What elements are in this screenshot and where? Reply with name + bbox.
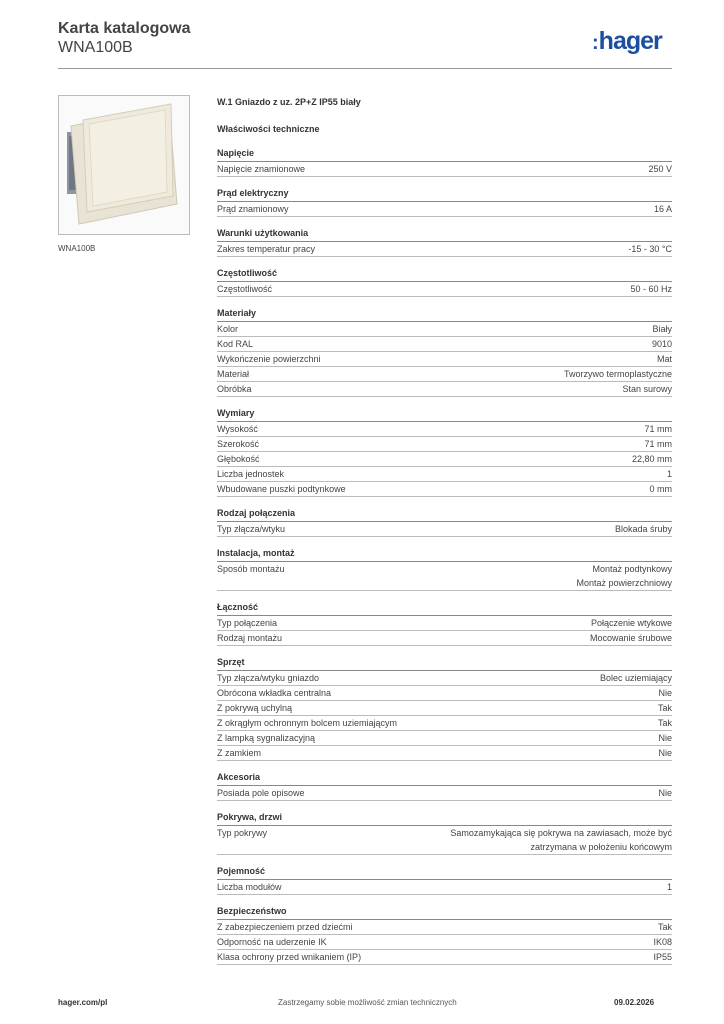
spec-label: Głębokość bbox=[217, 454, 260, 464]
spec-content bbox=[217, 96, 672, 965]
spec-value: Blokada śruby bbox=[614, 524, 672, 534]
spec-label: Klasa ochrony przed wnikaniem (IP) bbox=[217, 952, 362, 962]
spec-value: Montaż podtynkowy Montaż powierzchniowy bbox=[576, 564, 672, 588]
spec-value: 22,80 mm bbox=[631, 454, 672, 464]
spec-value: 50 - 60 Hz bbox=[630, 284, 672, 294]
spec-label: Posiada pole opisowe bbox=[217, 788, 305, 798]
spec-row bbox=[217, 950, 672, 965]
section-title: Napięcie bbox=[217, 148, 672, 162]
spec-value: Tak bbox=[657, 703, 672, 713]
spec-row bbox=[217, 920, 672, 935]
spec-section bbox=[217, 148, 672, 177]
spec-label: Obróbka bbox=[217, 384, 252, 394]
spec-value: 71 mm bbox=[644, 439, 672, 449]
spec-label: Kod RAL bbox=[217, 339, 254, 349]
spec-row bbox=[217, 282, 672, 297]
section-title: Łączność bbox=[217, 602, 672, 616]
tech-props-title: Właściwości techniczne bbox=[217, 124, 320, 134]
spec-row bbox=[217, 701, 672, 716]
spec-value: 250 V bbox=[648, 164, 672, 174]
spec-value: 71 mm bbox=[644, 424, 672, 434]
spec-value: -15 - 30 °C bbox=[628, 244, 672, 254]
spec-row bbox=[217, 671, 672, 686]
spec-label: Z pokrywą uchylną bbox=[217, 703, 293, 713]
spec-value: Nie bbox=[658, 733, 672, 743]
spec-value: Bolec uziemiający bbox=[599, 673, 672, 683]
spec-label: Sposób montażu bbox=[217, 564, 285, 574]
spec-row bbox=[217, 716, 672, 731]
spec-row bbox=[217, 437, 672, 452]
spec-value: Tworzywo termoplastyczne bbox=[563, 369, 672, 379]
spec-label: Wykończenie powierzchni bbox=[217, 354, 321, 364]
product-code: WNA100B bbox=[58, 39, 133, 56]
spec-section bbox=[217, 812, 672, 855]
spec-label: Z zabezpieczeniem przed dziećmi bbox=[217, 922, 353, 932]
spec-label: Typ złącza/wtyku gniazdo bbox=[217, 673, 320, 683]
product-image bbox=[58, 95, 190, 235]
section-title: Materiały bbox=[217, 308, 672, 322]
spec-value: 0 mm bbox=[649, 484, 672, 494]
spec-row bbox=[217, 746, 672, 761]
spec-value: Połączenie wtykowe bbox=[590, 618, 672, 628]
spec-label: Wysokość bbox=[217, 424, 258, 434]
footer-date: 09.02.2026 bbox=[614, 998, 655, 1007]
spec-value: Stan surowy bbox=[622, 384, 672, 394]
section-title: Instalacja, montaż bbox=[217, 548, 672, 562]
spec-row bbox=[217, 482, 672, 497]
spec-label: Liczba modułów bbox=[217, 882, 282, 892]
spec-row bbox=[217, 322, 672, 337]
spec-value: 1 bbox=[666, 882, 672, 892]
spec-label: Odporność na uderzenie IK bbox=[217, 937, 327, 947]
section-title: Sprzęt bbox=[217, 657, 672, 671]
spec-value: IP55 bbox=[653, 952, 672, 962]
section-title: Bezpieczeństwo bbox=[217, 906, 672, 920]
spec-row bbox=[217, 935, 672, 950]
spec-value: 1 bbox=[666, 469, 672, 479]
section-title: Prąd elektryczny bbox=[217, 188, 672, 202]
spec-row bbox=[217, 880, 672, 895]
spec-label: Częstotliwość bbox=[217, 284, 273, 294]
spec-label: Obrócona wkładka centralna bbox=[217, 688, 332, 698]
spec-row bbox=[217, 367, 672, 382]
hager-logo: :hager bbox=[592, 27, 662, 55]
section-title: Częstotliwość bbox=[217, 268, 672, 282]
spec-section bbox=[217, 866, 672, 895]
spec-section bbox=[217, 268, 672, 297]
spec-label: Materiał bbox=[217, 369, 250, 379]
spec-value: Samozamykająca się pokrywa na zawiasach, może być zatrzymana w położeniu końcowym bbox=[450, 828, 672, 852]
spec-label: Z okrągłym ochronnym bolcem uziemiającym bbox=[217, 718, 398, 728]
document-title: Karta katalogowa bbox=[58, 20, 191, 37]
spec-row bbox=[217, 352, 672, 367]
spec-label: Kolor bbox=[217, 324, 239, 334]
footer-disclaimer: Zastrzegamy sobie możliwość zmian technicznych bbox=[278, 998, 457, 1007]
spec-section bbox=[217, 228, 672, 257]
spec-value: Biały bbox=[652, 324, 672, 334]
spec-value: 9010 bbox=[651, 339, 672, 349]
spec-sections bbox=[217, 148, 672, 965]
spec-row bbox=[217, 631, 672, 646]
spec-section bbox=[217, 308, 672, 397]
spec-value: Mat bbox=[656, 354, 672, 364]
spec-label: Liczba jednostek bbox=[217, 469, 285, 479]
spec-row bbox=[217, 826, 672, 855]
spec-row bbox=[217, 686, 672, 701]
spec-section bbox=[217, 408, 672, 497]
spec-value: Nie bbox=[658, 748, 672, 758]
section-title: Pokrywa, drzwi bbox=[217, 812, 672, 826]
logo-text: hager bbox=[598, 27, 662, 55]
spec-value: Tak bbox=[657, 718, 672, 728]
spec-row bbox=[217, 731, 672, 746]
spec-section bbox=[217, 657, 672, 761]
spec-section bbox=[217, 188, 672, 217]
section-title: Pojemność bbox=[217, 866, 672, 880]
footer-website[interactable]: hager.com/pl bbox=[58, 998, 108, 1007]
section-title: Akcesoria bbox=[217, 772, 672, 786]
spec-label: Typ złącza/wtyku bbox=[217, 524, 286, 534]
spec-section bbox=[217, 906, 672, 965]
spec-label: Rodzaj montażu bbox=[217, 633, 283, 643]
spec-row bbox=[217, 202, 672, 217]
spec-value: 16 A bbox=[653, 204, 672, 214]
spec-value: Tak bbox=[657, 922, 672, 932]
spec-label: Z zamkiem bbox=[217, 748, 262, 758]
spec-value: Mocowanie śrubowe bbox=[589, 633, 672, 643]
spec-row bbox=[217, 522, 672, 537]
spec-section bbox=[217, 772, 672, 801]
spec-row bbox=[217, 786, 672, 801]
spec-row bbox=[217, 382, 672, 397]
spec-row bbox=[217, 162, 672, 177]
section-title: Rodzaj połączenia bbox=[217, 508, 672, 522]
section-title: Warunki użytkowania bbox=[217, 228, 672, 242]
spec-label: Z lampką sygnalizacyjną bbox=[217, 733, 316, 743]
product-title: W.1 Gniazdo z uz. 2P+Z IP55 biały bbox=[217, 97, 361, 107]
spec-row bbox=[217, 616, 672, 631]
spec-label: Napięcie znamionowe bbox=[217, 164, 306, 174]
spec-row bbox=[217, 337, 672, 352]
spec-label: Typ połączenia bbox=[217, 618, 278, 628]
header-divider bbox=[58, 68, 672, 69]
spec-value: IK08 bbox=[653, 937, 672, 947]
spec-section bbox=[217, 602, 672, 646]
spec-label: Wbudowane puszki podtynkowe bbox=[217, 484, 346, 494]
spec-value: Nie bbox=[658, 788, 672, 798]
spec-row bbox=[217, 422, 672, 437]
spec-row bbox=[217, 562, 672, 591]
image-caption: WNA100B bbox=[58, 244, 96, 253]
spec-row bbox=[217, 242, 672, 257]
spec-row bbox=[217, 467, 672, 482]
spec-section bbox=[217, 548, 672, 591]
spec-label: Typ pokrywy bbox=[217, 828, 268, 838]
spec-row bbox=[217, 452, 672, 467]
spec-value: Nie bbox=[658, 688, 672, 698]
spec-label: Szerokość bbox=[217, 439, 260, 449]
section-title: Wymiary bbox=[217, 408, 672, 422]
spec-label: Prąd znamionowy bbox=[217, 204, 289, 214]
spec-label: Zakres temperatur pracy bbox=[217, 244, 316, 254]
spec-section bbox=[217, 508, 672, 537]
